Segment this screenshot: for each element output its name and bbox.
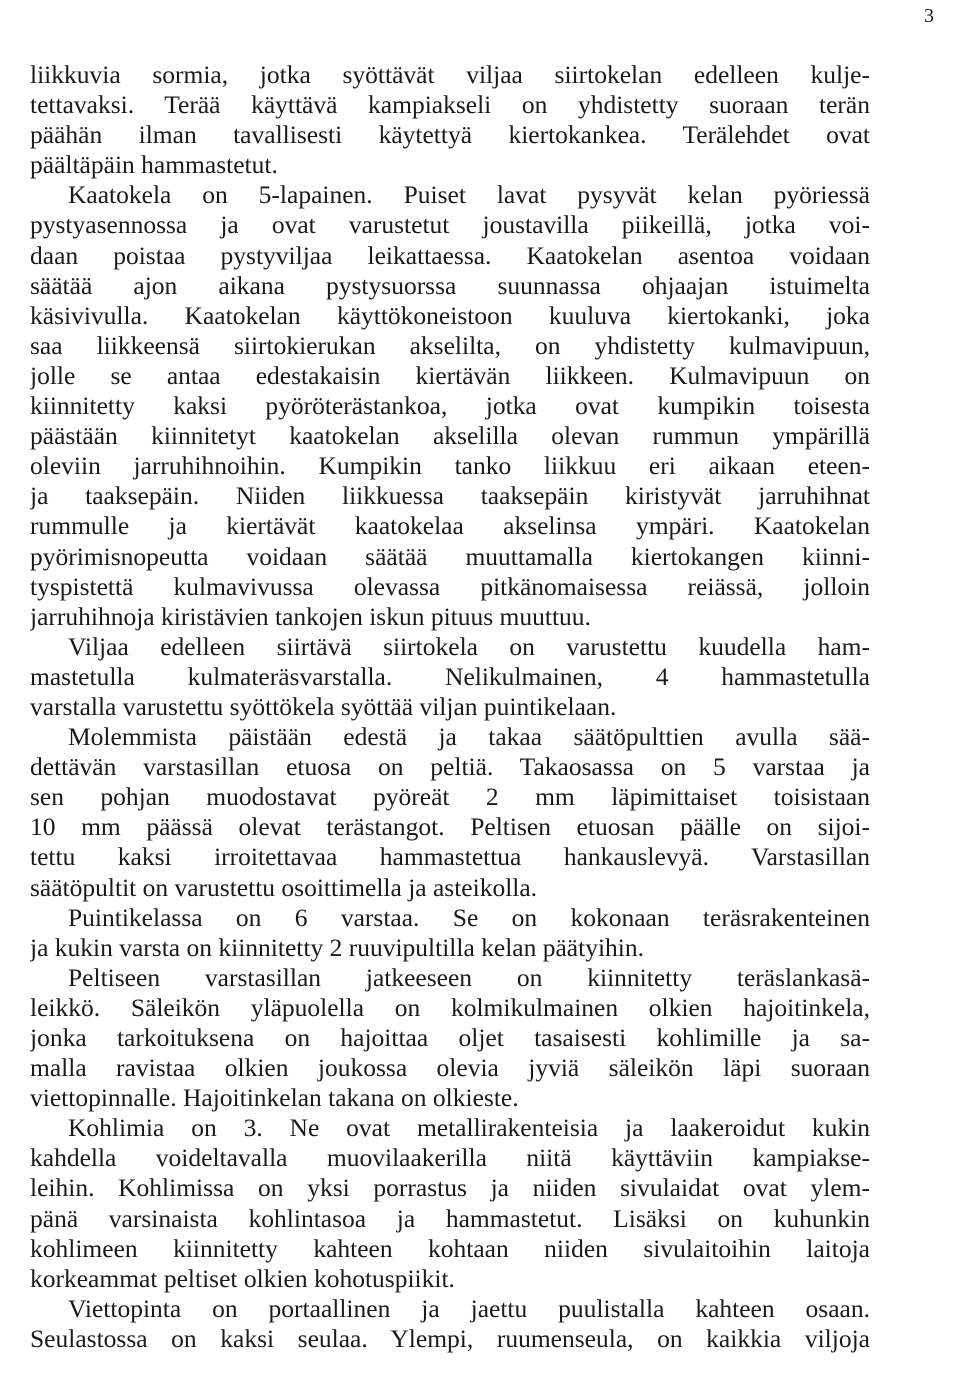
text-line: viettopinnalle. Hajoitinkelan takana on olkieste.: [30, 1083, 519, 1113]
text-line: saa liikkeensä siirtokierukan akselilta, on yhdistetty kulmavipuun,: [30, 330, 870, 360]
text-line: ja kukin varsta on kiinnitetty 2 ruuvipultilla kelan päätyihin.: [30, 932, 645, 962]
text-line: pänä varsinaista kohlintasoa ja hammastetut. Lisäksi on kuhunkin: [30, 1203, 870, 1233]
text-line: malla ravistaa olkien joukossa olevia jyviä säleikön läpi suoraan: [30, 1053, 870, 1083]
text-line: korkeammat peltiset olkien kohotuspiikit.: [30, 1263, 455, 1293]
text-line: pystyasennossa ja ovat varustetut joustavilla piikeillä, jotka voi-: [30, 210, 870, 240]
text-line: sen pohjan muodostavat pyöreät 2 mm läpimittaiset toisistaan: [30, 782, 870, 812]
text-line: päältäpäin hammastetut.: [30, 150, 278, 180]
text-line: Peltiseen varstasillan jatkeeseen on kiinnitetty teräslankasä-: [68, 962, 870, 992]
text-line: varstalla varustettu syöttökela syöttää viljan puintikelaan.: [30, 691, 617, 721]
text-line: tyspistettä kulmavivussa olevassa pitkänomaisessa reiässä, jolloin: [30, 571, 870, 601]
page-number: 3: [924, 5, 934, 27]
text-line: liikkuvia sormia, jotka syöttävät viljaa siirtokelan edelleen kulje-: [30, 60, 870, 89]
text-line: leihin. Kohlimissa on yksi porrastus ja niiden sivulaidat ovat ylem-: [30, 1173, 870, 1203]
text-line: Viljaa edelleen siirtävä siirtokela on varustettu kuudella ham-: [68, 631, 870, 661]
text-line: käsivivulla. Kaatokelan käyttökoneistoon kuuluva kiertokanki, joka: [30, 300, 870, 330]
text-line: tettu kaksi irroitettavaa hammastettua hankauslevyä. Varstasillan: [30, 842, 870, 872]
text-line: ja taaksepäin. Niiden liikkuessa taaksepäin kiristyvät jarruhihnat: [30, 481, 870, 511]
text-line: säätöpultit on varustettu osoittimella ja asteikolla.: [30, 872, 538, 902]
text-line: Puintikelassa on 6 varstaa. Se on kokonaan teräsrakenteinen: [68, 902, 870, 932]
text-line: kiinnitetty kaksi pyöröterästankoa, jotka ovat kumpikin toisesta: [30, 391, 870, 421]
text-line: leikkö. Säleikön yläpuolella on kolmikulmainen olkien hajoitinkela,: [30, 992, 870, 1022]
text-line: Molemmista päistään edestä ja takaa säätöpulttien avulla sää-: [68, 722, 870, 752]
text-line: päähän ilman tavallisesti käytettyä kiertokankea. Terälehdet ovat: [30, 120, 870, 150]
text-line: daan poistaa pystyviljaa leikattaessa. Kaatokelan asentoa voidaan: [30, 240, 870, 270]
text-line: rummulle ja kiertävät kaatokelaa akselinsa ympäri. Kaatokelan: [30, 511, 870, 541]
text-line: Seulastossa on kaksi seulaa. Ylempi, ruumenseula, on kaikkia viljoja: [30, 1323, 870, 1353]
text-line: pyörimisnopeutta voidaan säätää muuttamalla kiertokangen kiinni-: [30, 541, 870, 571]
text-line: mastetulla kulmateräsvarstalla. Nelikulmainen, 4 hammastetulla: [30, 661, 870, 691]
text-line: jonka tarkoituksena on hajoittaa oljet tasaisesti kohlimille ja sa-: [30, 1023, 870, 1052]
text-line: tettavaksi. Terää käyttävä kampiakseli on yhdistetty suoraan terän: [30, 90, 870, 120]
body-text: [30, 60, 870, 1354]
text-line: Kohlimia on 3. Ne ovat metallirakenteisia ja laakeroidut kukin: [68, 1113, 870, 1143]
text-line: dettävän varstasillan etuosa on peltiä. Takaosassa on 5 varstaa ja: [30, 752, 870, 782]
text-line: Viettopinta on portaallinen ja jaettu puulistalla kahteen osaan.: [68, 1293, 870, 1323]
text-line: Kaatokela on 5-lapainen. Puiset lavat pysyvät kelan pyöriessä: [68, 180, 870, 210]
text-line: päästään kiinnitetyt kaatokelan akselilla olevan rummun ympärillä: [30, 421, 870, 451]
text-line: säätää ajon aikana pystysuorssa suunnassa ohjaajan istuimelta: [30, 270, 870, 300]
text-line: oleviin jarruhihnoihin. Kumpikin tanko liikkuu eri aikaan eteen-: [30, 451, 870, 481]
text-line: 10 mm päässä olevat terästangot. Peltisen etuosan päälle on sijoi-: [30, 812, 870, 842]
text-line: jarruhihnoja kiristävien tankojen iskun pituus muuttuu.: [30, 601, 591, 631]
text-line: kahdella voideltavalla muovilaakerilla niitä käyttäviin kampiakse-: [30, 1143, 870, 1173]
text-line: jolle se antaa edestakaisin kiertävän liikkeen. Kulmavipuun on: [30, 360, 870, 390]
text-line: kohlimeen kiinnitetty kahteen kohtaan niiden sivulaitoihin laitoja: [30, 1233, 870, 1263]
